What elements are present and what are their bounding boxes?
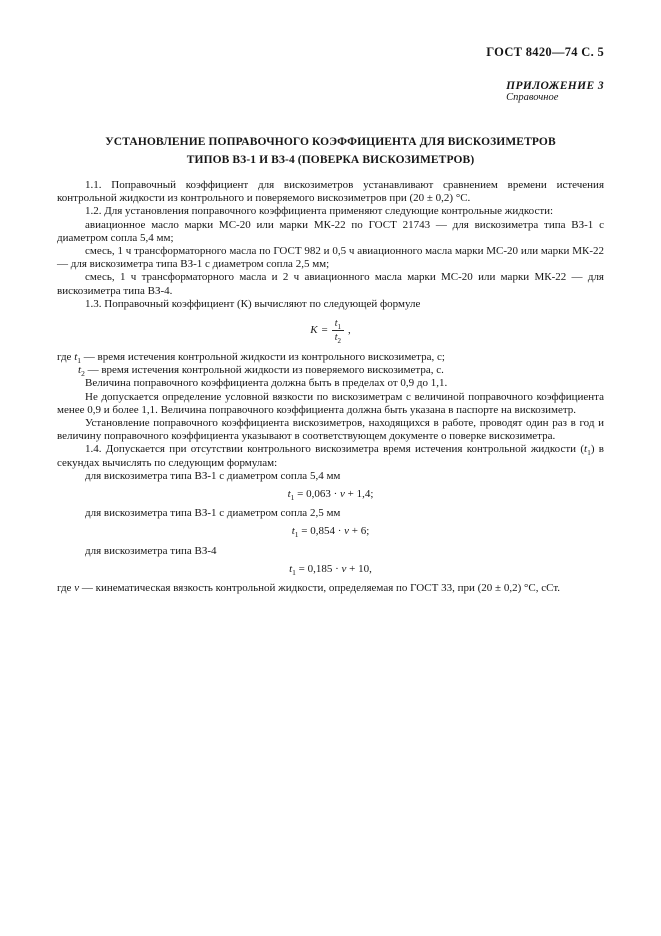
formula-t1-vz1-54: $t_1 = 0,063 \cdot \nu + 1,4$; <box>287 488 374 503</box>
formula-t1-vz1-25: $t_1 = 0,854 \cdot \nu + 6$; <box>291 525 370 540</box>
clause-not-allowed: Не допускается определение условной вязкости по вискозиметрам с величиной поправочного коэффициента менее 0,9 и более 1,1. Величина поправочного коэффициента должна быть указана в паспорте на вискозиметр. <box>57 390 604 416</box>
gost-page-header: ГОСТ 8420—74 С. 5 <box>486 45 604 59</box>
where-nu-definition: где ν — кинематическая вязкость контрольной жидкости, определяемая по ГОСТ 33, при (20 ± 0,2) °С, сСт. <box>57 582 561 595</box>
where-t2-definition: $t_2$ — время истечения контрольной жидкости из поверяемого вискозиметра, с. <box>78 364 444 379</box>
case-vz4: для вискозиметра типа ВЗ-4 <box>85 544 217 557</box>
formula-k-denominator: $t_2$ <box>334 332 342 346</box>
clause-1-2: 1.2. Для установления поправочного коэффициента применяют следующие контрольные жидкости: <box>85 205 554 218</box>
clause-range: Величина поправочного коэффициента должна быть в пределах от 0,9 до 1,1. <box>85 377 448 390</box>
where-t1-definition: где $t_1$ — время истечения контрольной жидкости из контрольного вискозиметра, с; <box>57 351 445 366</box>
clause-1-3: 1.3. Поправочный коэффициент (К) вычисляют по следующей формуле <box>85 297 421 310</box>
appendix-block <box>57 80 604 105</box>
formula-k-equals: = <box>321 323 328 336</box>
document-title-line1: УСТАНОВЛЕНИЕ ПОПРАВОЧНОГО КОЭФФИЦИЕНТА ДЛЯ ВИСКОЗИМЕТРОВ <box>105 136 556 148</box>
formula-k-fraction <box>332 318 344 346</box>
control-fluid-2: смесь, 1 ч трансформаторного масла по ГОСТ 982 и 0,5 ч авиационного масла марки МС-20 или марки МК-22 — для вискозиметра типа ВЗ-1 с диаметром сопла 2,5 мм; <box>57 245 604 271</box>
clause-1-1: 1.1. Поправочный коэффициент для вискозиметров устанавливают сравнением времени истечения контрольной жидкости из контрольного и поверяемого вискозиметров при (20 ± 0,2) °С. <box>57 179 604 205</box>
formula-k-lhs: K <box>310 323 318 336</box>
case-vz1-25: для вискозиметра типа ВЗ-1 с диаметром сопла 2,5 мм <box>85 507 341 520</box>
control-fluid-1: авиационное масло марки МС-20 или марки МК-22 по ГОСТ 21743 — для вискозиметра типа ВЗ-1 с диаметром сопла 5,4 мм; <box>57 218 604 244</box>
formula-t1-vz4: $t_1 = 0,185 \cdot \nu + 10$, <box>289 562 372 578</box>
case-vz1-54: для вискозиметра типа ВЗ-1 с диаметром сопла 5,4 мм <box>85 469 341 482</box>
control-fluid-3: смесь, 1 ч трансформаторного масла и 2 ч авиационного масла марки МС-20 или марки МК-22 — для вискозиметра типа ВЗ-4. <box>57 271 604 297</box>
appendix-label: ПРИЛОЖЕНИЕ 3 <box>506 80 604 92</box>
document-title <box>57 133 604 169</box>
document-title-line2: ТИПОВ ВЗ-1 И ВЗ-4 (ПОВЕРКА ВИСКОЗИМЕТРОВ) <box>186 154 475 166</box>
clause-1-4: 1.4. Допускается при отсутствии контрольного вискозиметра время истечения контрольной жидкости $(t_1)$ в секундах вычислять по следующим формулам: <box>57 443 604 469</box>
document-body <box>57 179 604 595</box>
formula-k <box>57 318 604 346</box>
appendix-note: Справочное <box>506 92 559 103</box>
formula-k-numerator: $t_1$ <box>332 318 344 331</box>
formula-k-tail: , <box>348 323 351 336</box>
clause-annual-check: Установление поправочного коэффициента вискозиметров, находящихся в работе, проводят один раз в год и величину поправочного коэффициента указывают в соответствующем документе о поверке вискозиметра. <box>57 417 604 443</box>
